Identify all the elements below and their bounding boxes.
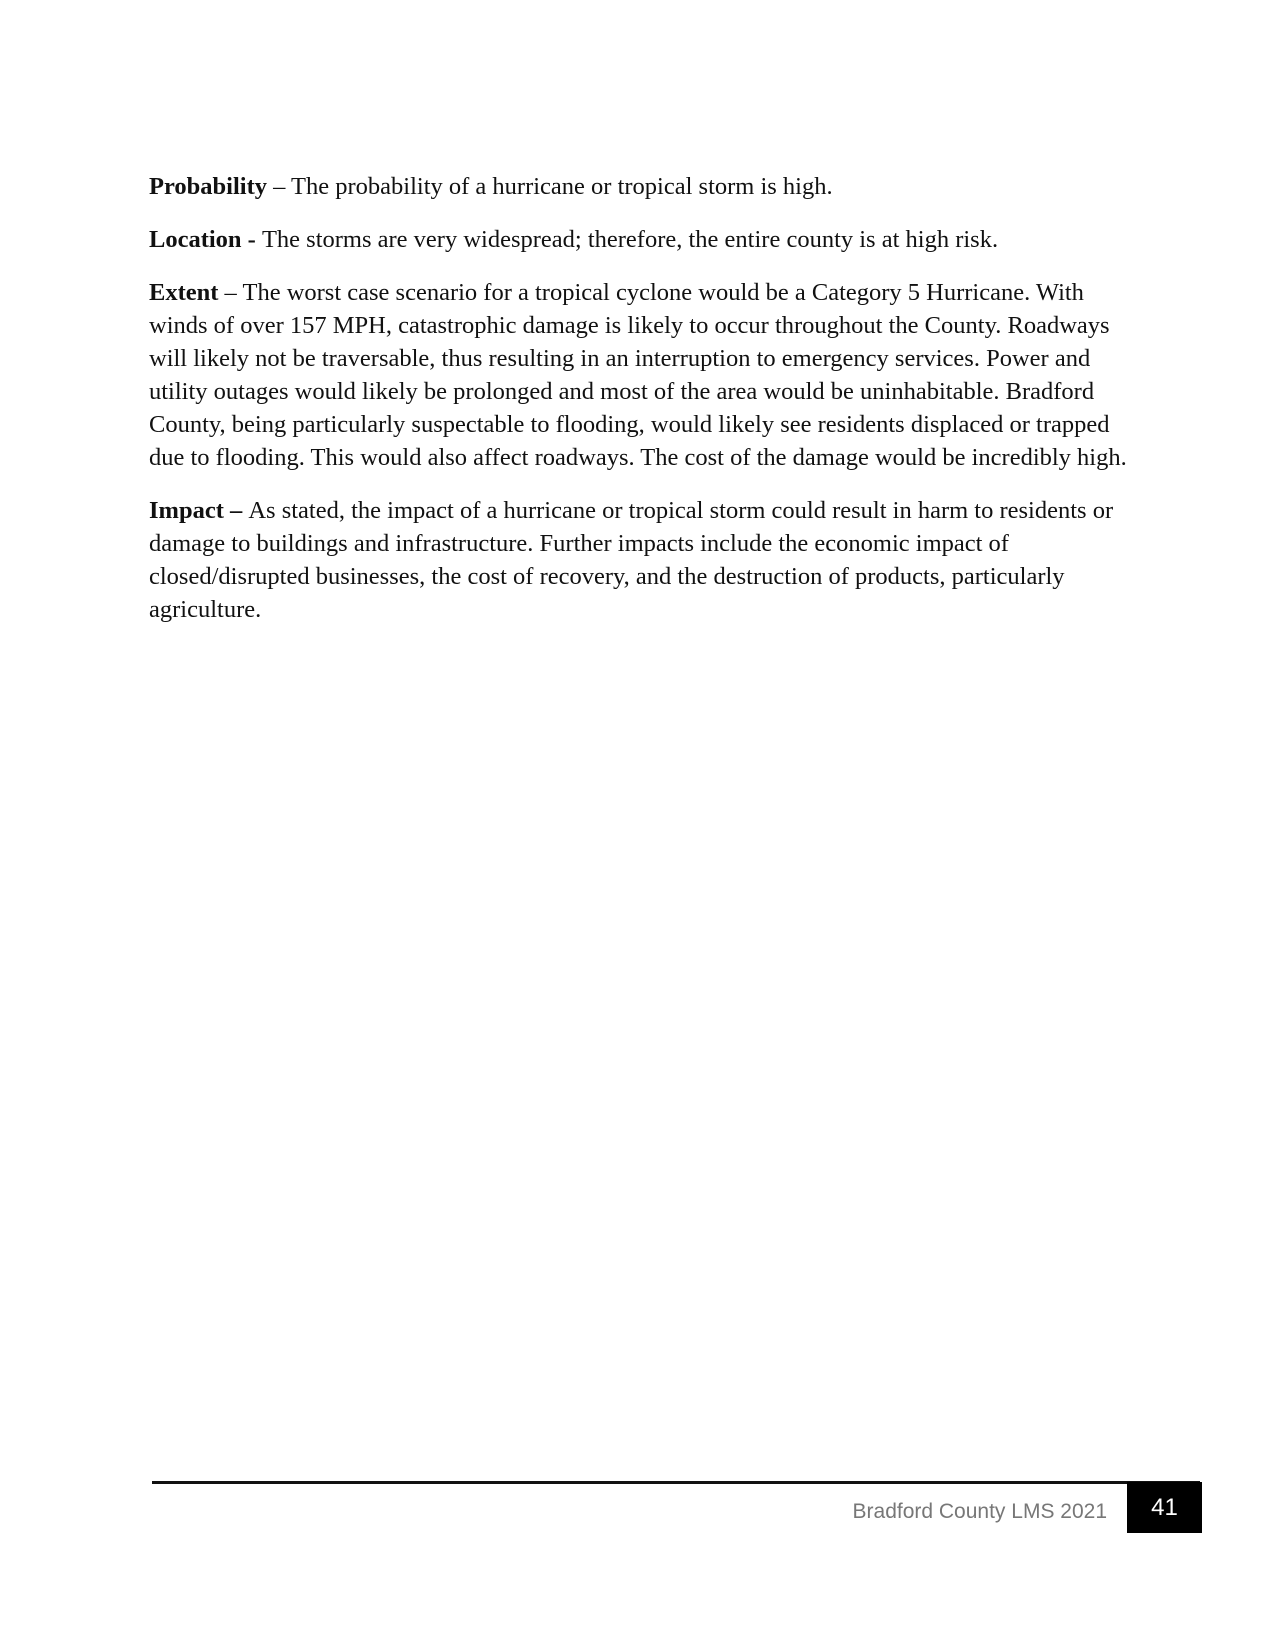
- text-location: The storms are very widespread; therefore, the entire county is at high risk.: [261, 226, 999, 253]
- page-number: 41: [1151, 1493, 1178, 1521]
- footer-document-title: Bradford County LMS 2021: [852, 1500, 1107, 1523]
- paragraph-extent: [149, 276, 1129, 474]
- paragraph-probability: [149, 170, 1129, 203]
- separator-extent: –: [218, 279, 243, 306]
- text-impact: As stated, the impact of a hurricane or tropical storm could result in harm to residents or damage to buildings and infrastructure. Further impacts include the economic impact of closed/disrupted businesses, the cost of recovery, and the destruction of products, particularly agriculture.: [149, 497, 1114, 623]
- term-extent: Extent: [149, 279, 219, 306]
- term-location: Location -: [149, 226, 262, 253]
- paragraph-impact: [149, 494, 1129, 626]
- term-impact: Impact –: [149, 497, 249, 524]
- paragraph-location: [149, 223, 1129, 256]
- separator-probability: –: [266, 173, 292, 200]
- page-number-badge: [1127, 1482, 1202, 1533]
- term-probability: Probability: [149, 173, 267, 200]
- text-probability: The probability of a hurricane or tropical storm is high.: [291, 173, 833, 200]
- body-content: [149, 170, 1129, 646]
- text-extent: The worst case scenario for a tropical cyclone would be a Category 5 Hurricane. With winds of over 157 MPH, catastrophic damage is likely to occur throughout the County. Roadways will likely not be traversable, thus resulting in an interruption to emergency services. Power and utility outages would likely be prolonged and most of the area would be uninhabitable. Bradford County, being particularly suspectable to flooding, would likely see residents displaced or trapped due to flooding. This would also affect roadways. The cost of the damage would be incredibly high.: [149, 279, 1127, 471]
- footer-divider: [152, 1481, 1200, 1484]
